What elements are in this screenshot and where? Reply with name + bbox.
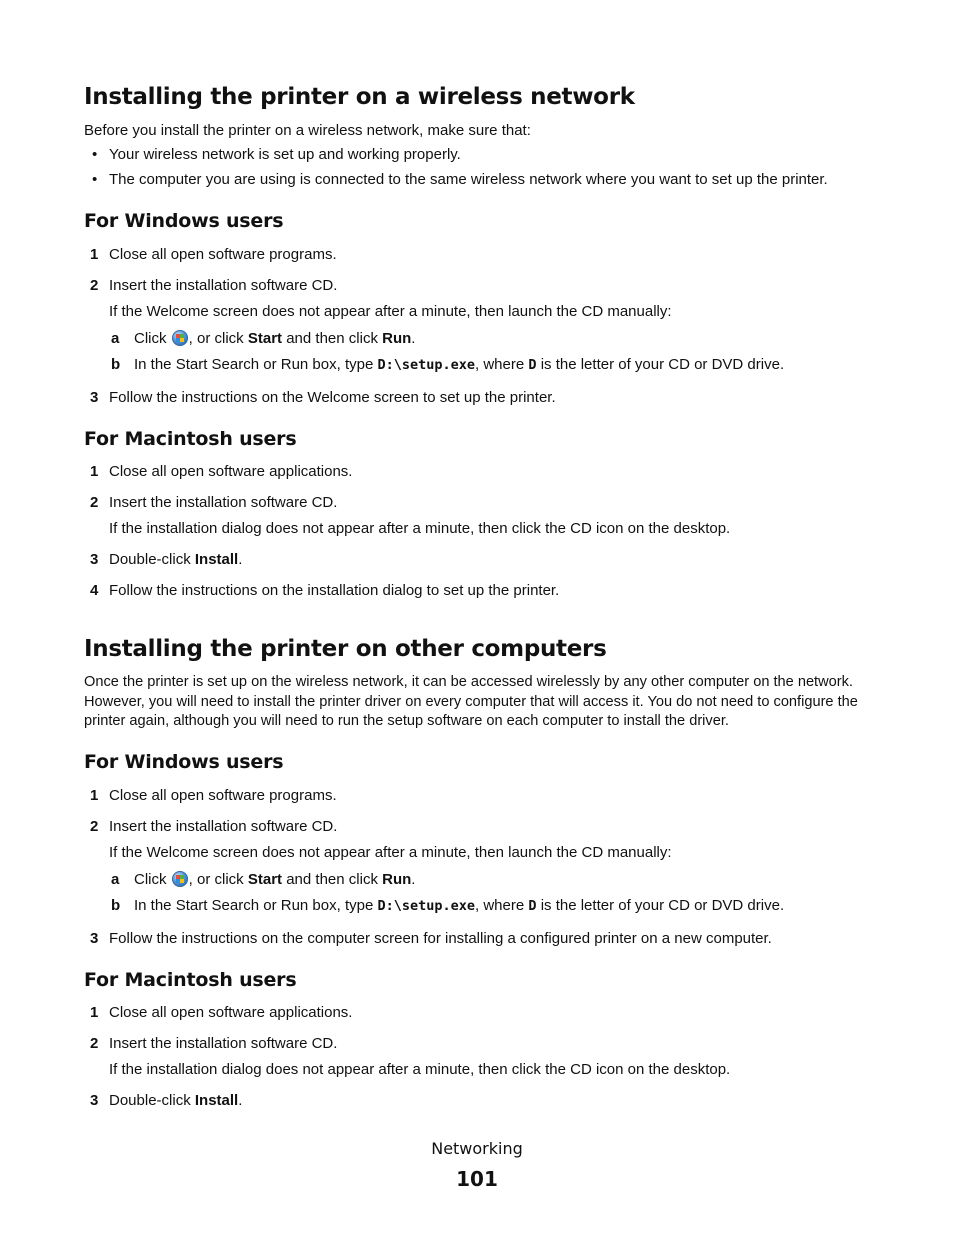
substep-letter: a	[111, 330, 120, 347]
step-number: 1	[90, 246, 99, 263]
step-note: If the installation dialog does not appear after a minute, then click the CD icon on the desktop.	[109, 1061, 731, 1078]
step-text: Double-click Install.	[109, 1092, 243, 1109]
substep-letter: a	[111, 871, 120, 888]
substep-text: Click , or click Start and then click Run.	[134, 871, 416, 888]
subsection-heading: For Windows users	[84, 751, 284, 773]
bullet-item: Your wireless network is set up and working properly.	[109, 146, 461, 163]
step-number: 4	[90, 582, 99, 599]
step-text: Close all open software applications.	[109, 463, 353, 480]
substep-letter: b	[111, 897, 121, 914]
step-text: Close all open software applications.	[109, 1004, 353, 1021]
step-number: 3	[90, 389, 99, 406]
substep-letter: b	[111, 356, 121, 373]
substep-text: In the Start Search or Run box, type D:\setup.exe, where D is the letter of your CD or DVD drive.	[134, 356, 785, 373]
step-text: Close all open software programs.	[109, 787, 337, 804]
bullet-marker: •	[92, 146, 98, 163]
step-note: If the Welcome screen does not appear after a minute, then launch the CD manually:	[109, 844, 672, 861]
substep-text: Click , or click Start and then click Run.	[134, 330, 416, 347]
step-number: 2	[90, 818, 99, 835]
step-text: Follow the instructions on the Welcome screen to set up the printer.	[109, 389, 556, 406]
step-text: Insert the installation software CD.	[109, 1035, 338, 1052]
bullet-marker: •	[92, 171, 98, 188]
step-note: If the installation dialog does not appear after a minute, then click the CD icon on the desktop.	[109, 520, 731, 537]
subsection-heading: For Macintosh users	[84, 428, 297, 450]
subsection-heading: For Windows users	[84, 210, 284, 232]
step-number: 2	[90, 277, 99, 294]
substep-text: In the Start Search or Run box, type D:\setup.exe, where D is the letter of your CD or DVD drive.	[134, 897, 785, 914]
step-number: 1	[90, 1004, 99, 1021]
step-number: 2	[90, 1035, 99, 1052]
step-number: 3	[90, 551, 99, 568]
intro-paragraph: Once the printer is set up on the wireless network, it can be accessed wirelessly by any other computer on the network. However, you will need to install the printer driver on every computer that will access it. You do not need to configure the printer again, although you will need to run the setup software on each computer to install the driver.	[84, 674, 858, 729]
step-text: Follow the instructions on the computer screen for installing a configured printer on a new computer.	[109, 930, 772, 947]
footer-section-label: Networking	[431, 1139, 523, 1158]
step-number: 3	[90, 930, 99, 947]
step-text: Insert the installation software CD.	[109, 818, 338, 835]
section-title-wireless: Installing the printer on a wireless network	[84, 84, 635, 110]
step-text: Insert the installation software CD.	[109, 277, 338, 294]
step-number: 1	[90, 463, 99, 480]
intro-text: Before you install the printer on a wireless network, make sure that:	[84, 122, 531, 139]
step-number: 1	[90, 787, 99, 804]
subsection-heading: For Macintosh users	[84, 969, 297, 991]
windows-start-icon	[172, 871, 188, 887]
command-code: D:\setup.exe	[377, 357, 476, 373]
section-title-other-computers: Installing the printer on other computers	[84, 636, 607, 662]
step-text: Insert the installation software CD.	[109, 494, 338, 511]
step-number: 3	[90, 1092, 99, 1109]
step-text: Double-click Install.	[109, 551, 243, 568]
step-text: Close all open software programs.	[109, 246, 337, 263]
page-number: 101	[456, 1167, 498, 1191]
bullet-item: The computer you are using is connected to the same wireless network where you want to set up the printer.	[109, 171, 828, 188]
step-number: 2	[90, 494, 99, 511]
command-code: D:\setup.exe	[377, 898, 476, 914]
step-note: If the Welcome screen does not appear after a minute, then launch the CD manually:	[109, 303, 672, 320]
step-text: Follow the instructions on the installation dialog to set up the printer.	[109, 582, 560, 599]
windows-start-icon	[172, 330, 188, 346]
